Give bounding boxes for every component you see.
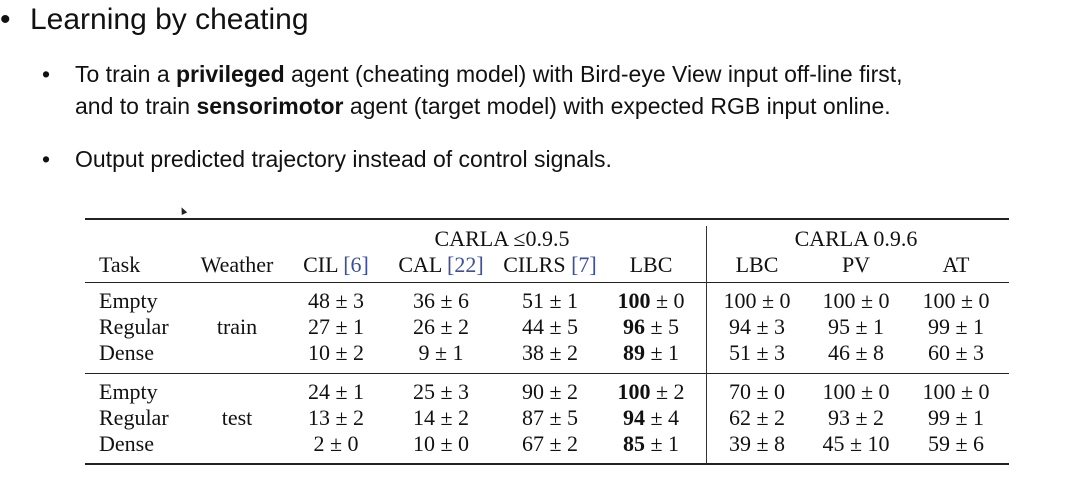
col-label: CILRS [503, 252, 572, 277]
cell-task: Regular [99, 405, 169, 430]
col-header-lbc: LBC [629, 252, 673, 277]
col-label: CAL [398, 252, 448, 277]
cell-at: 59 ± 6 [927, 431, 985, 456]
cell-cal: 25 ± 3 [412, 379, 470, 404]
best-value: 100 [617, 288, 651, 313]
cell-lbc-096: 62 ± 2 [728, 405, 786, 430]
cell-at: 60 ± 3 [927, 340, 985, 365]
std-value: ± 4 [644, 405, 680, 430]
group-header-carla-095: CARLA ≤0.9.5 [434, 226, 570, 251]
cell-at: 100 ± 0 [922, 288, 990, 313]
col-header-cal [398, 252, 483, 278]
cell-pv: 95 ± 1 [827, 314, 885, 339]
bullet-line-2 [75, 90, 903, 122]
bold-term-sensorimotor: sensorimotor [196, 93, 344, 119]
col-label: CIL [303, 252, 344, 277]
text-run: agent (target model) with expected RGB input online. [343, 93, 891, 119]
std-value: ± 1 [644, 340, 680, 365]
cell-cal: 10 ± 0 [412, 431, 470, 456]
cell-task: Dense [99, 431, 154, 456]
cell-lbc-096: 39 ± 8 [728, 431, 786, 456]
cell-at: 99 ± 1 [927, 314, 985, 339]
cell-cil: 48 ± 3 [307, 288, 365, 313]
bold-term-privileged: privileged [176, 61, 285, 87]
citation-link[interactable]: [7] [571, 252, 597, 277]
best-value: 96 [622, 314, 645, 339]
cell-lbc [617, 288, 684, 314]
cell-pv: 100 ± 0 [822, 288, 890, 313]
group-header-carla-096: CARLA 0.9.6 [794, 226, 918, 251]
best-value: 85 [622, 431, 645, 456]
cell-weather: test [221, 405, 253, 430]
cell-cilrs: 44 ± 5 [521, 314, 579, 339]
heading-text: Learning by cheating [30, 3, 309, 36]
best-value: 89 [622, 340, 645, 365]
cell-pv: 93 ± 2 [827, 405, 885, 430]
cell-task: Dense [99, 340, 154, 365]
cell-lbc [623, 340, 679, 366]
table-bottom-rule [85, 463, 1009, 465]
cell-cil: 13 ± 2 [307, 405, 365, 430]
cell-task: Regular [99, 314, 169, 339]
cell-cilrs: 67 ± 2 [521, 431, 579, 456]
cell-cal: 9 ± 1 [418, 340, 464, 365]
cell-cilrs: 90 ± 2 [521, 379, 579, 404]
cell-lbc-096: 100 ± 0 [723, 288, 791, 313]
cell-cal: 26 ± 2 [412, 314, 470, 339]
std-value: ± 1 [644, 431, 680, 456]
cell-cal: 14 ± 2 [412, 405, 470, 430]
cell-lbc [617, 379, 684, 405]
cell-lbc [623, 405, 679, 431]
citation-link[interactable]: [22] [447, 252, 484, 277]
cell-cil: 24 ± 1 [307, 379, 365, 404]
bullet-text [75, 58, 903, 122]
cell-cil: 27 ± 1 [307, 314, 365, 339]
mouse-cursor-icon [179, 206, 187, 215]
cell-task: Empty [99, 288, 158, 313]
table-top-rule [85, 218, 1009, 220]
col-header-cilrs [503, 252, 597, 278]
text-run: To train a [75, 61, 176, 87]
table-section-rule [85, 373, 1009, 374]
table-header-rule [85, 282, 1009, 283]
cell-lbc-096: 94 ± 3 [728, 314, 786, 339]
cell-lbc-096: 51 ± 3 [728, 340, 786, 365]
cell-cilrs: 87 ± 5 [521, 405, 579, 430]
bullet-line-1 [75, 58, 903, 90]
best-value: 94 [622, 405, 645, 430]
cell-pv: 46 ± 8 [827, 340, 885, 365]
cell-task: Empty [99, 379, 158, 404]
cell-pv: 45 ± 10 [822, 431, 890, 456]
col-header-lbc-096: LBC [735, 252, 779, 277]
std-value: ± 5 [644, 314, 680, 339]
text-run: and to train [75, 93, 197, 119]
results-table [85, 218, 1009, 466]
table-group-divider [706, 226, 707, 463]
bullet-text: Output predicted trajectory instead of control signals. [75, 146, 612, 172]
col-header-task: Task [99, 252, 141, 277]
cell-cal: 36 ± 6 [412, 288, 470, 313]
col-header-at: AT [942, 252, 970, 277]
best-value: 100 [617, 379, 651, 404]
cell-pv: 100 ± 0 [822, 379, 890, 404]
slide-heading [0, 2, 309, 38]
cell-at: 100 ± 0 [922, 379, 990, 404]
std-value: ± 2 [650, 379, 685, 404]
cell-lbc [623, 431, 679, 457]
cell-cil: 2 ± 0 [313, 431, 359, 456]
bullet-marker: • [42, 146, 51, 172]
citation-link[interactable]: [6] [343, 252, 369, 277]
cell-weather: train [216, 314, 258, 339]
cell-at: 99 ± 1 [927, 405, 985, 430]
cell-cilrs: 38 ± 2 [521, 340, 579, 365]
col-header-pv: PV [841, 252, 871, 277]
cell-lbc [623, 314, 679, 340]
heading-bullet: • [0, 3, 11, 36]
cell-cilrs: 51 ± 1 [521, 288, 579, 313]
cell-cil: 10 ± 2 [307, 340, 365, 365]
text-run: agent (cheating model) with Bird-eye View input off-line first, [284, 61, 903, 87]
cell-lbc-096: 70 ± 0 [728, 379, 786, 404]
col-header-cil [303, 252, 369, 278]
col-header-weather: Weather [200, 252, 274, 277]
bullet-marker: • [42, 61, 51, 87]
std-value: ± 0 [650, 288, 685, 313]
